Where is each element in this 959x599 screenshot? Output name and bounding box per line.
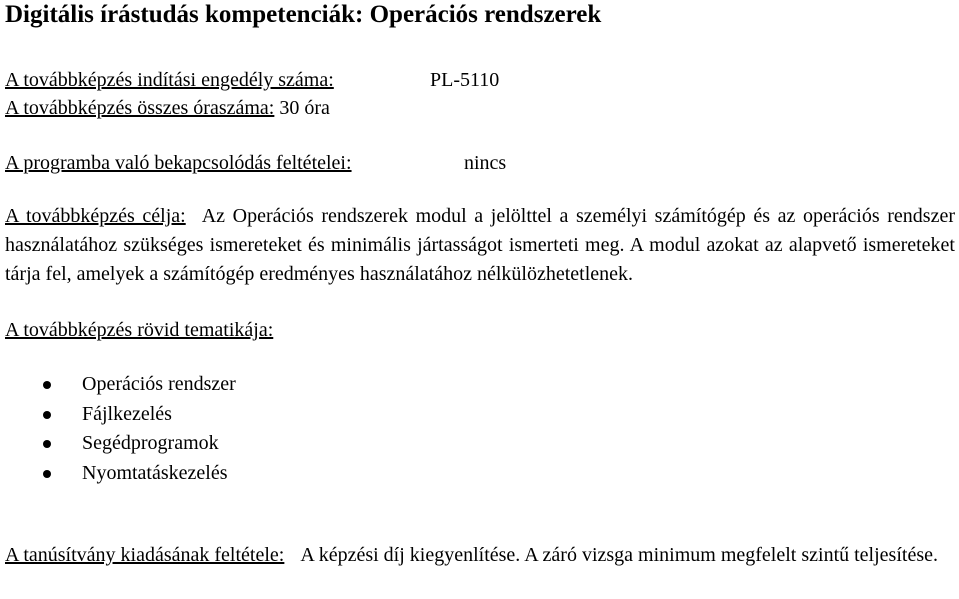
topic-text: Nyomtatáskezelés — [82, 461, 228, 484]
certificate-label: A tanúsítvány kiadásának feltétele: — [5, 544, 285, 566]
hours-label: A továbbképzés összes óraszáma: — [5, 97, 275, 119]
goal-text: Az Operációs rendszerek modul a jelölttel a személyi számítógép és az operációs rendszer használatához szükséges ismereteket és minimális jártasságot ismerteti meg. A modul azokat az alapvető ismereteket tárja fel, amelyek a számítógép eredményes használatához nélkülözhetetlenek. — [5, 205, 955, 285]
list-item — [5, 400, 236, 430]
certificate-paragraph — [5, 541, 956, 570]
goal-label: A továbbképzés célja: — [5, 205, 186, 227]
bullet-icon — [43, 411, 51, 419]
permit-row — [5, 68, 334, 92]
list-item — [5, 459, 236, 489]
topics-list — [5, 370, 236, 488]
prerequisites-label: A programba való bekapcsolódás feltételei: — [5, 152, 352, 174]
hours-value: 30 óra — [279, 97, 330, 119]
prerequisites-value: nincs — [464, 152, 507, 174]
page-title: Digitális írástudás kompetenciák: Operációs rendszerek — [5, 1, 602, 28]
topic-text: Operációs rendszer — [82, 373, 236, 395]
topic-text: Segédprogramok — [82, 432, 219, 454]
topic-text: Fájlkezelés — [82, 402, 172, 425]
bullet-icon — [43, 440, 51, 448]
hours-row — [5, 96, 330, 120]
bullet-icon — [43, 470, 51, 478]
certificate-text: A képzési díj kiegyenlítése. A záró vizsga minimum megfelelt szintű teljesítése. — [300, 544, 938, 566]
permit-value: PL-5110 — [430, 69, 500, 91]
list-item — [5, 429, 236, 459]
list-item — [5, 370, 236, 400]
bullet-icon — [43, 381, 51, 389]
prerequisites-row — [5, 151, 352, 175]
topics-label: A továbbképzés rövid tematikája: — [5, 319, 274, 341]
goal-paragraph — [5, 202, 955, 289]
topics-heading-row — [5, 316, 273, 345]
permit-label: A továbbképzés indítási engedély száma: — [5, 69, 334, 91]
document-page — [5, 0, 957, 599]
